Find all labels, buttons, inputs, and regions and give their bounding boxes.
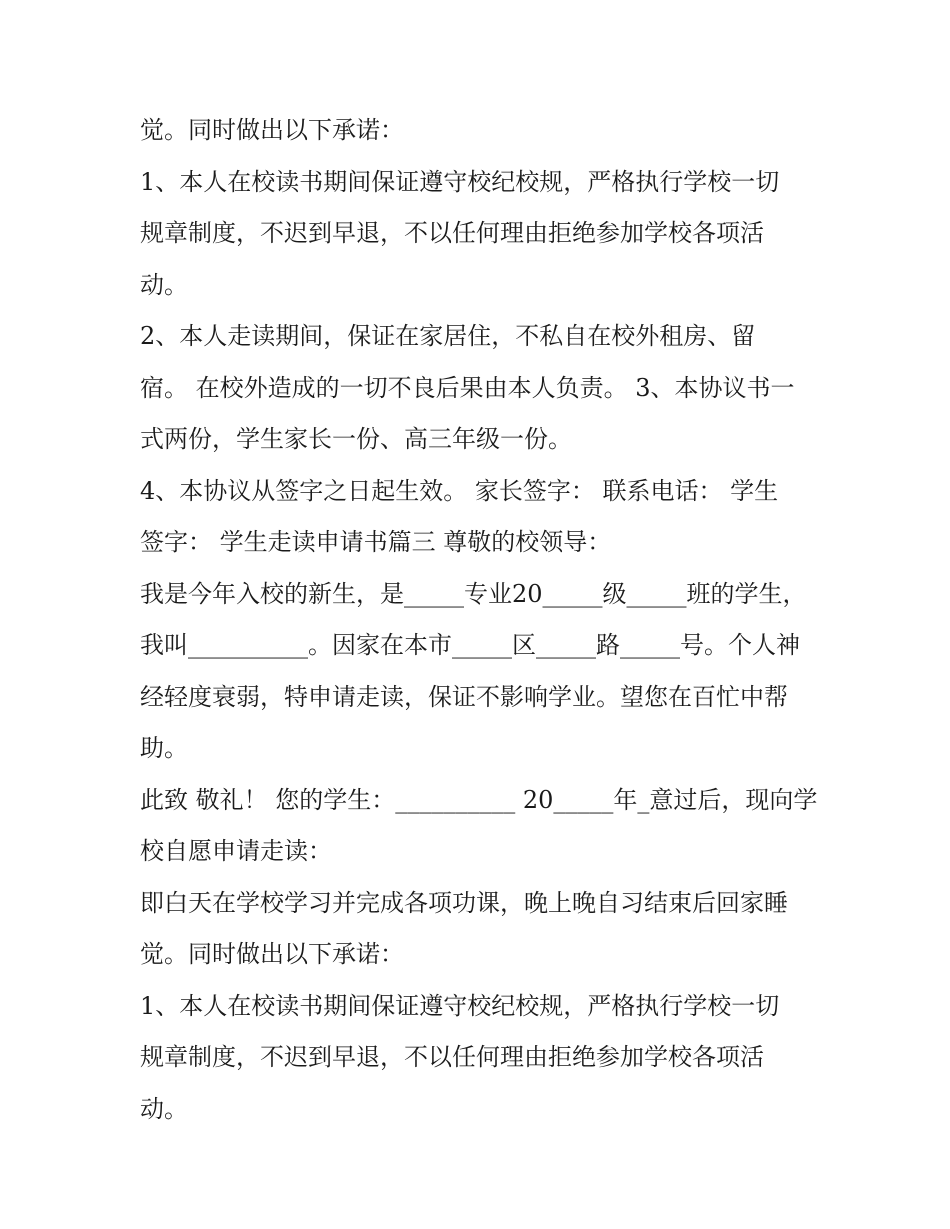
text-line: 2、本人走读期间，保证在家居住，不私自在校外租房、留 (140, 322, 756, 350)
text-line: 我叫__________。因家在本市_____区_____路_____号。个人神 (140, 631, 800, 659)
text-line: 宿。 在校外造成的一切不良后果由本人负责。 3、本协议书一 (140, 373, 795, 402)
text-line: 此致 敬礼！ 您的学生：__________ 20_____年_意过后，现向学 (140, 785, 818, 814)
text-line: 觉。同时做出以下承诺： (140, 940, 404, 968)
text-line: 助。 (140, 734, 188, 762)
text-line: 动。 (140, 270, 188, 299)
document-body (140, 105, 820, 1135)
text-line: 签字： 学生走读申请书篇三 尊敬的校领导： (140, 528, 612, 556)
text-line: 我是今年入校的新生，是_____专业20_____级_____班的学生， (140, 579, 807, 608)
text-line: 校自愿申请走读： (140, 837, 332, 865)
text-line: 觉。同时做出以下承诺： (140, 116, 404, 144)
text-line: 即白天在学校学习并完成各项功课，晚上晚自习结束后回家睡 (140, 888, 788, 917)
text-line: 规章制度，不迟到早退，不以任何理由拒绝参加学校各项活 (140, 1043, 764, 1071)
text-line: 1、本人在校读书期间保证遵守校纪校规，严格执行学校一切 (140, 167, 780, 196)
text-line: 1、本人在校读书期间保证遵守校纪校规，严格执行学校一切 (140, 991, 780, 1020)
text-line: 4、本协议从签字之日起生效。 家长签字： 联系电话： 学生 (140, 476, 779, 505)
text-line: 动。 (140, 1094, 188, 1123)
text-line: 经轻度衰弱，特申请走读，保证不影响学业。望您在百忙中帮 (140, 682, 788, 711)
text-line: 式两份，学生家长一份、高三年级一份。 (140, 425, 572, 453)
text-line: 规章制度，不迟到早退，不以任何理由拒绝参加学校各项活 (140, 219, 764, 247)
